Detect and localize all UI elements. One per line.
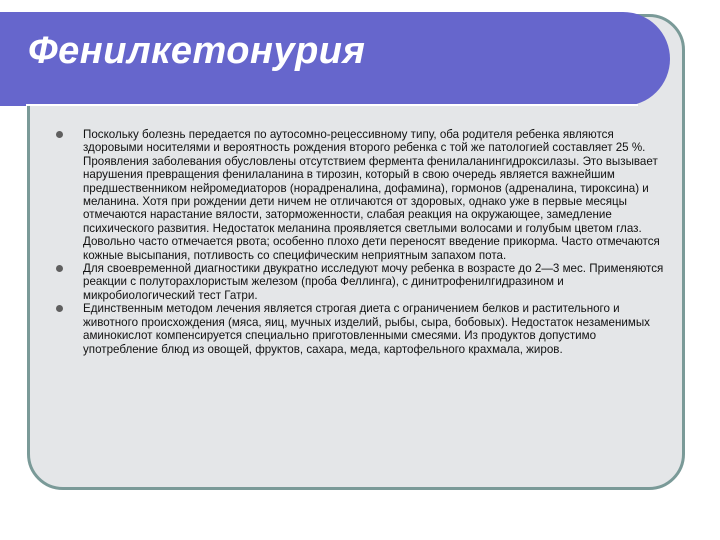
slide-title: Фенилкетонурия bbox=[28, 30, 366, 72]
bullet-list bbox=[56, 128, 666, 356]
bullet-item bbox=[56, 128, 666, 262]
bullet-dot-icon bbox=[56, 265, 63, 272]
bullet-text: Единственным методом лечения является строгая диета с ограничением белков и растительного и животного происхождения (мяса, яиц, мучных изделий, рыбы, сыра, бобовых). Недостаток незаменимых аминокислот компенсируется специально приготовленными смесями. Из продуктов допустимо употребление блюд из овощей, фруктов, сахара, меда, картофельного крахмала, жиров. bbox=[83, 302, 650, 356]
bullet-dot-icon bbox=[56, 305, 63, 312]
bullet-item bbox=[56, 262, 666, 302]
title-underline bbox=[26, 104, 638, 106]
bullet-item bbox=[56, 302, 666, 356]
bullet-text: Для своевременной диагностики двукратно исследуют мочу ребенка в возрасте до 2—3 мес. Применяются реакции с полуторахлористым железом (проба Феллинга), с динитрофенилгидразином и микробиологический тест Гатри. bbox=[83, 262, 664, 302]
bullet-text: Поскольку болезнь передается по аутосомно-рецессивному типу, оба родителя ребенка являются здоровыми носителями и вероятность рождения второго ребенка с той же патологией составляет 25 %. Проявления заболевания обусловлены отсутствием фермента фенилаланингидроксилазы. Это вызывает нарушения превращения фенилаланина в тирозин, который в свою очередь является важнейшим предшественником нейромедиаторов (норадреналина, дофамина), гормонов (адреналина, тироксина) и меланина. Хотя при рождении дети ничем не отличаются от здоровых, однако уже в первые месяцы отмечаются нарастание вялости, заторможенности, слабая реакция на окружающее, замедление психического развития. Недостаток меланина проявляется светлыми волосами и голубым цветом глаз. Довольно часто отмечается рвота; особенно плохо дети переносят введение прикорма. Часто отмечаются кожные высыпания, потливость со специфическим неприятным запахом пота. bbox=[83, 128, 660, 262]
bullet-dot-icon bbox=[56, 131, 63, 138]
